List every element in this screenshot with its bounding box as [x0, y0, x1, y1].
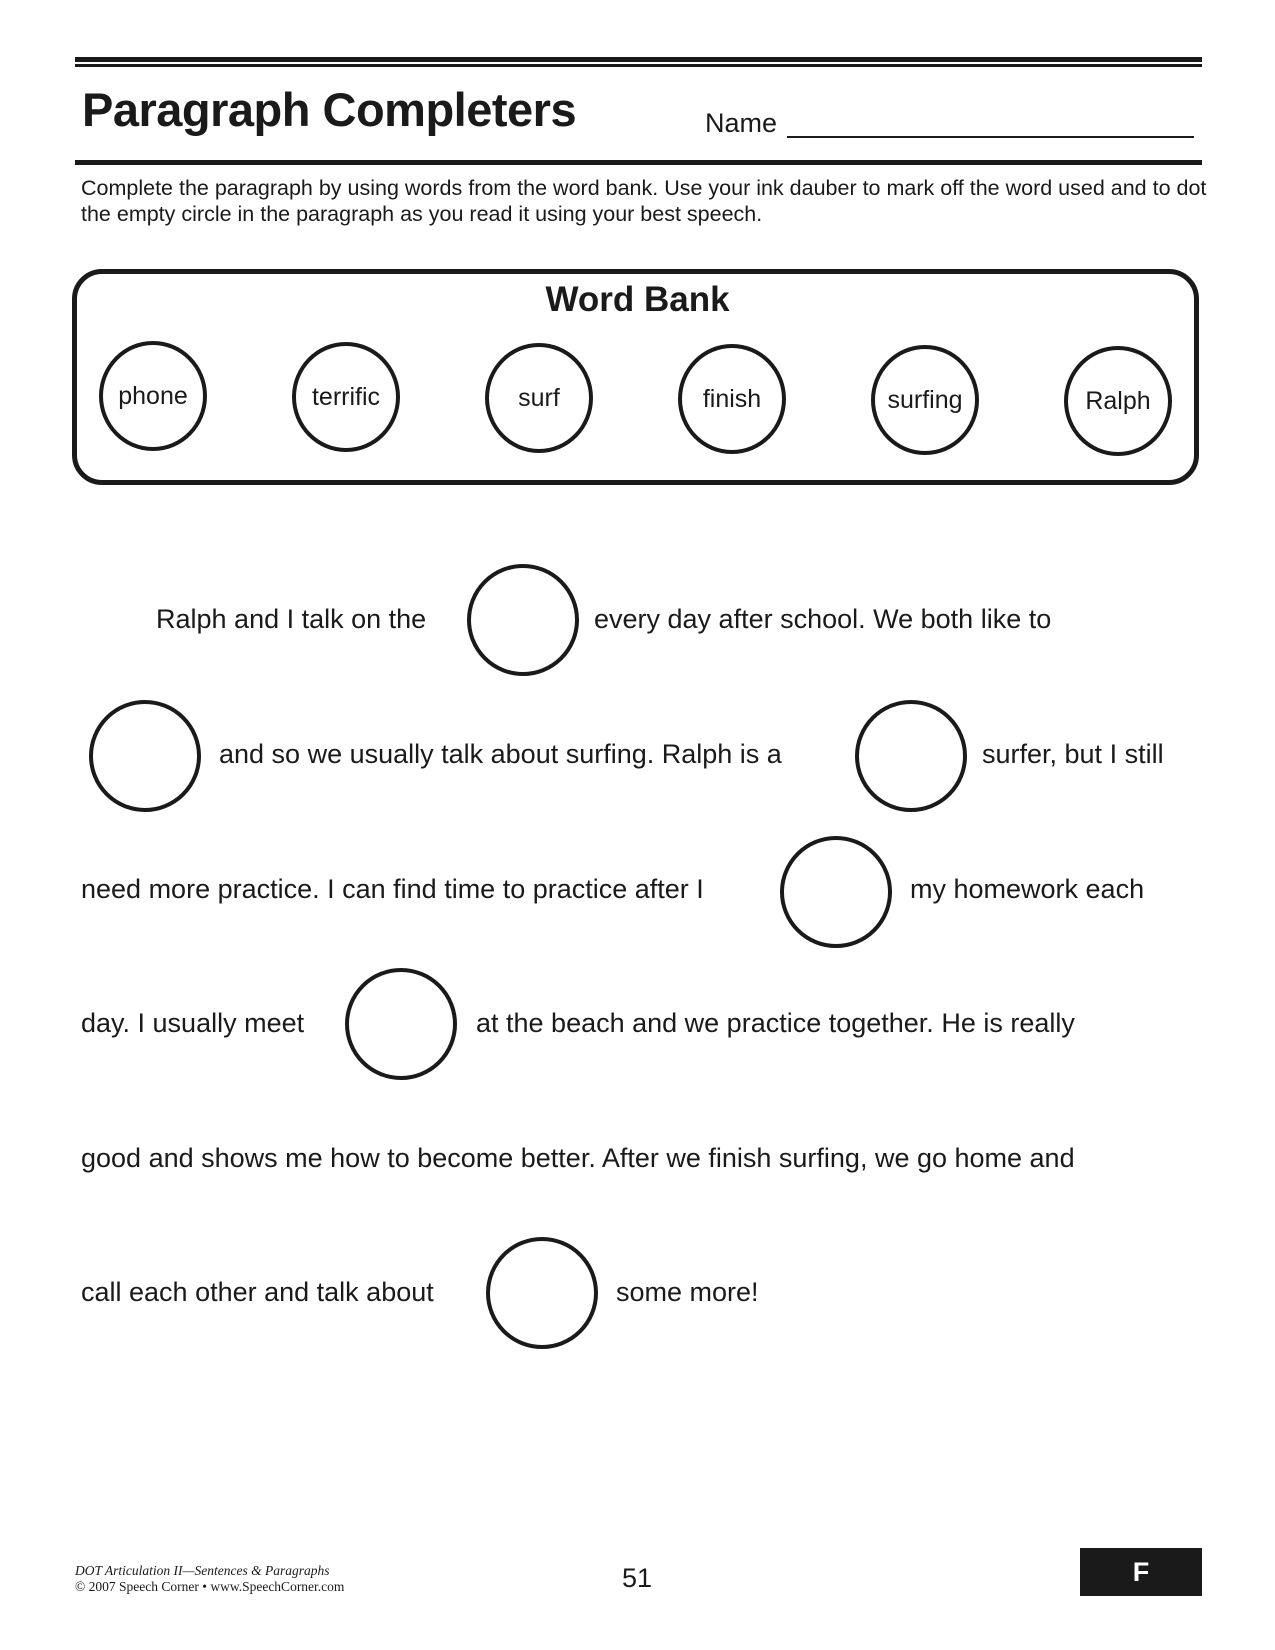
blank-circle[interactable] — [486, 1237, 598, 1349]
word-label: finish — [702, 384, 762, 413]
word-label: terrific — [311, 382, 381, 411]
copyright: © 2007 Speech Corner • www.SpeechCorner.com — [75, 1579, 345, 1594]
top-rule-thick — [75, 57, 1202, 62]
word-label: surfing — [887, 385, 963, 414]
paragraph-text: Ralph and I talk on the — [156, 604, 427, 634]
word-bank-item[interactable] — [99, 341, 207, 451]
paragraph-text: good and shows me how to become better. After we finish surfing, we go home and — [81, 1143, 1075, 1173]
word-bank-item[interactable] — [678, 344, 786, 454]
paragraph-text: day. I usually meet — [81, 1008, 305, 1038]
word-bank-title: Word Bank — [545, 280, 730, 319]
paragraph-text: and so we usually talk about surfing. Ralph is a — [219, 739, 782, 769]
name-field[interactable] — [787, 136, 1194, 138]
name-label: Name — [705, 108, 778, 138]
paragraph-text: surfer, but I still — [982, 739, 1164, 769]
paragraph-text: every day after school. We both like to — [594, 604, 1052, 634]
blank-circle[interactable] — [467, 564, 579, 676]
word-bank-item[interactable] — [1064, 346, 1172, 456]
page-title: Paragraph Completers — [82, 83, 577, 136]
page-number: 51 — [622, 1563, 653, 1593]
word-label: Ralph — [1085, 386, 1151, 415]
top-rule-thin — [75, 64, 1202, 67]
footer-credits — [75, 1563, 344, 1595]
paragraph-text: call each other and talk about — [81, 1277, 434, 1307]
paragraph-text: at the beach and we practice together. He is really — [476, 1008, 1075, 1038]
word-label: phone — [118, 381, 188, 410]
header-bottom-rule — [75, 160, 1202, 165]
blank-circle[interactable] — [345, 968, 457, 1080]
paragraph-text: some more! — [616, 1277, 759, 1307]
word-label: surf — [518, 383, 560, 412]
blank-circle[interactable] — [855, 700, 967, 812]
word-bank-item[interactable] — [292, 342, 400, 452]
word-bank-item[interactable] — [485, 343, 593, 453]
book-title: DOT Articulation II—Sentences & Paragraphs — [75, 1563, 330, 1578]
instructions: Complete the paragraph by using words from the word bank. Use your ink dauber to mark off the word used and to dot the empty circle in the paragraph as you read it using your best speech. — [81, 176, 1207, 226]
blank-circle[interactable] — [89, 700, 201, 812]
word-bank-item[interactable] — [871, 345, 979, 455]
paragraph-text: my homework each — [910, 874, 1145, 904]
section-letter: F — [1132, 1556, 1150, 1587]
blank-circle[interactable] — [780, 836, 892, 948]
section-badge — [1080, 1548, 1202, 1596]
paragraph-text: need more practice. I can find time to practice after I — [81, 874, 704, 904]
